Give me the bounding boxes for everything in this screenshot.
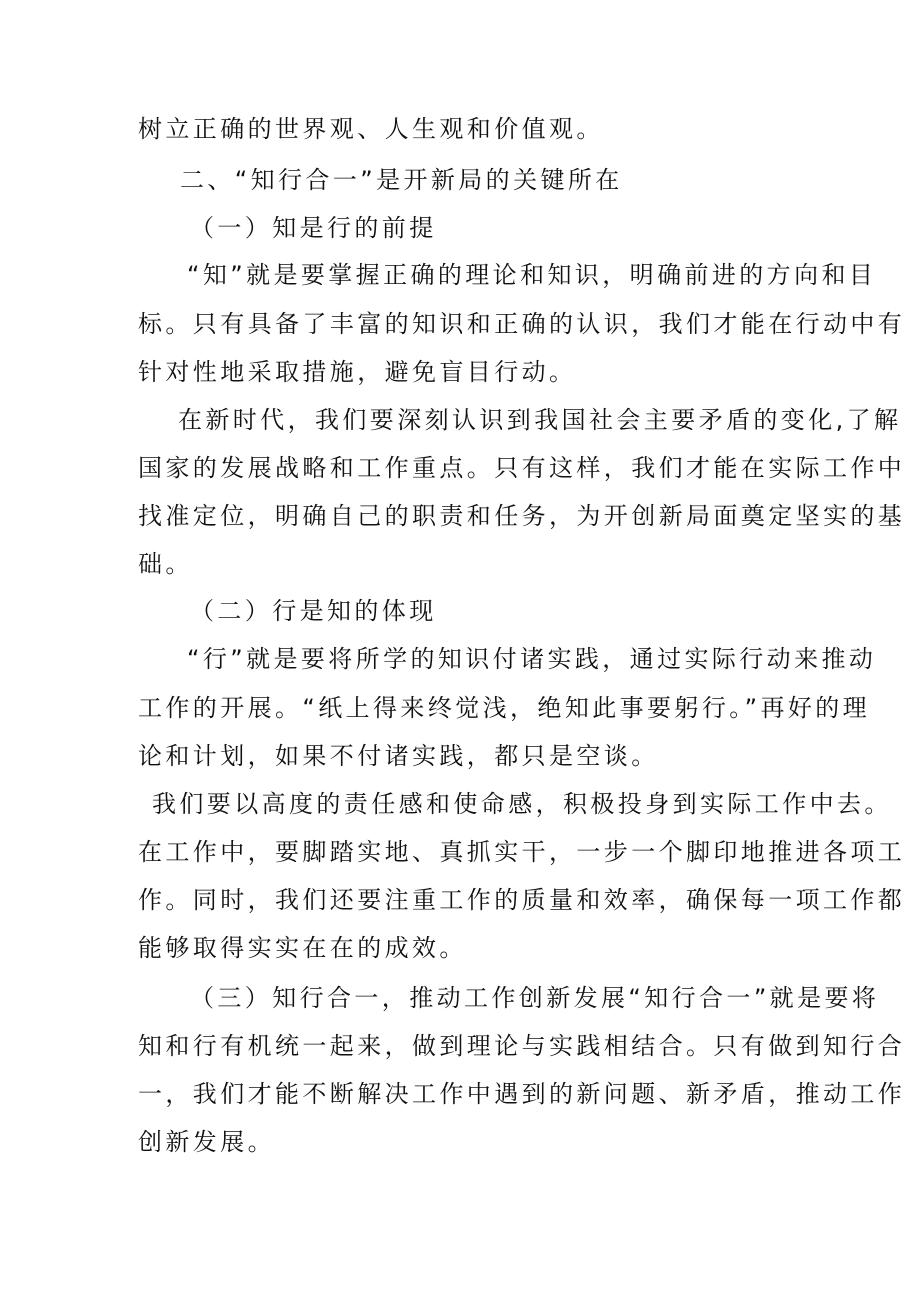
subsection-heading: （二）行是知的体现: [190, 597, 437, 625]
text-line: 工作的开展。“纸上得来终觉浅，绝知此事要躬行。”再好的理: [138, 694, 871, 722]
text-line: 础。: [138, 550, 193, 578]
text-line: 一，我们才能不断解决工作中遇到的新问题、新矛盾，推动工作: [138, 1080, 906, 1108]
text-line: 针对性地采取措施，避免盲目行动。: [138, 358, 577, 386]
text-line: 我们要以高度的责任感和使命感，积极投身到实际工作中去。: [152, 790, 892, 818]
text-line: 在工作中，要脚踏实地、真抓实干，一步一个脚印地推进各项工: [138, 838, 906, 866]
text-line: 论和计划，如果不付诸实践，都只是空谈。: [138, 742, 659, 770]
section-heading: 二、“知行合一”是开新局的关键所在: [180, 166, 623, 194]
text-line: 创新发展。: [138, 1128, 275, 1156]
text-line: “行”就是要将所学的知识付诸实践，通过实际行动来推动: [187, 645, 877, 673]
text-line: （三）知行合一，推动工作创新发展“知行合一”就是要将: [190, 984, 880, 1012]
text-line: 标。只有具备了丰富的知识和正确的认识，我们才能在行动中有: [138, 310, 906, 338]
text-line: 树立正确的世界观、人生观和价值观。: [138, 115, 604, 143]
text-line: 在新时代，我们要深刻认识到我国社会主要矛盾的变化,了解: [178, 406, 902, 434]
text-line: 国家的发展战略和工作重点。只有这样，我们才能在实际工作中: [138, 454, 906, 482]
text-line: “知”就是要掌握正确的理论和知识，明确前进的方向和目: [187, 261, 877, 289]
text-line: 找准定位，明确自己的职责和任务，为开创新局面奠定坚实的基: [138, 502, 906, 530]
subsection-heading: （一）知是行的前提: [190, 214, 437, 242]
text-line: 知和行有机统一起来，做到理论与实践相结合。只有做到知行合: [138, 1032, 906, 1060]
text-line: 能够取得实实在在的成效。: [138, 934, 467, 962]
text-line: 作。同时，我们还要注重工作的质量和效率，确保每一项工作都: [138, 886, 906, 914]
